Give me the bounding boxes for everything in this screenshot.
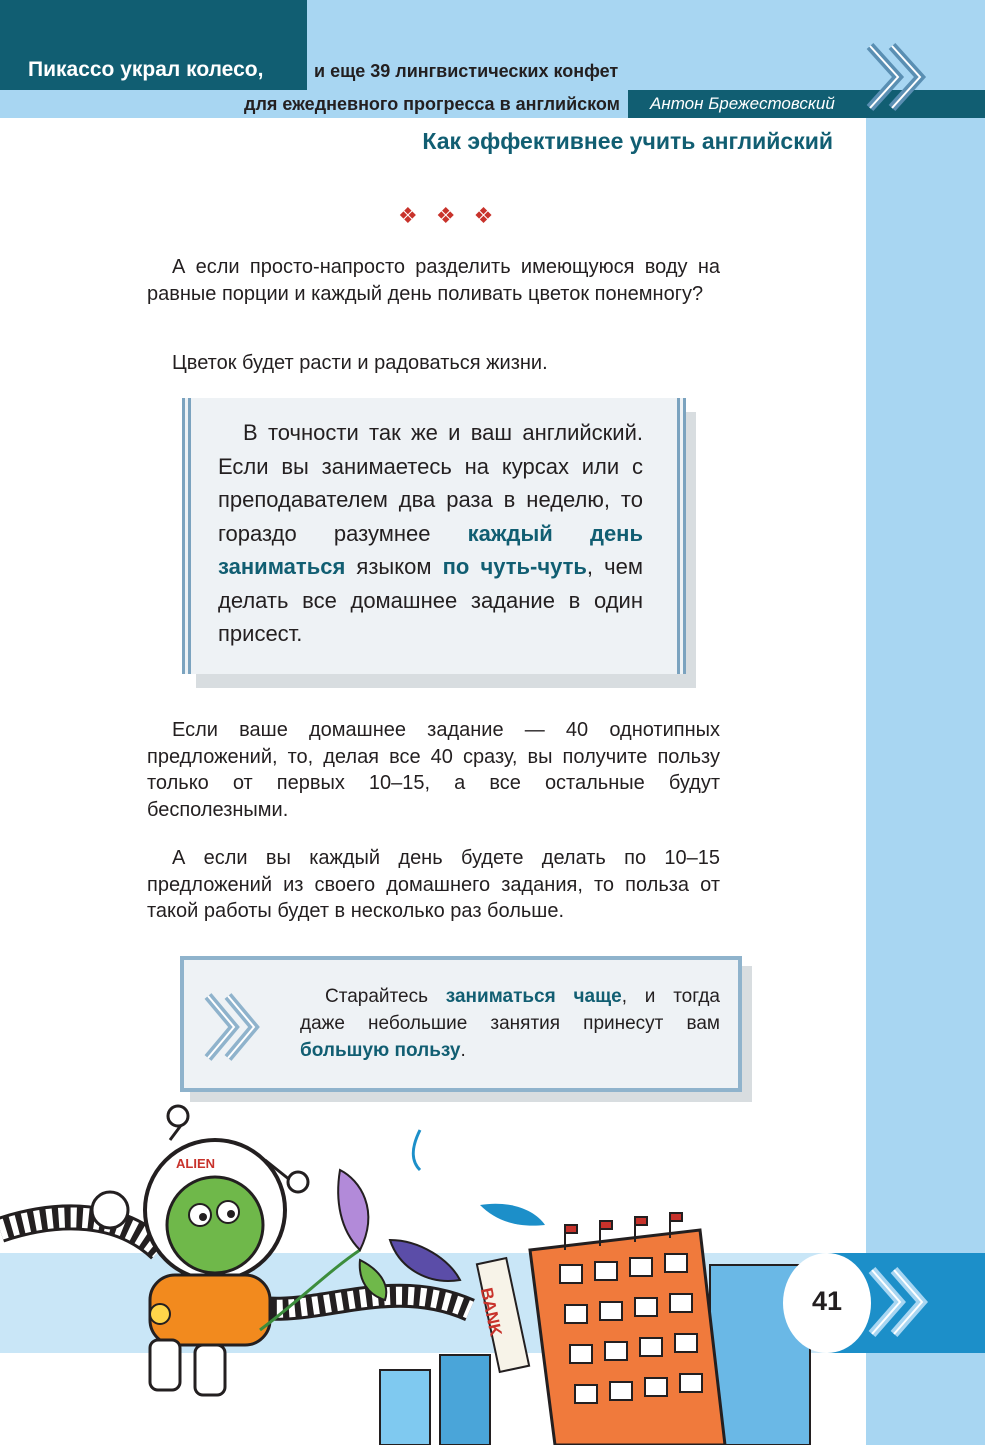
- paragraph-4: А если вы каждый день будете делать по 10–15 предложений из своего домашнего задания, то польза от такой работы будет в несколько раз больше.: [147, 847, 720, 922]
- callout-rule: [188, 398, 191, 674]
- chapter-title: Как эффективнее учить английский: [422, 128, 833, 154]
- callout-2-text-b: , и тогда даже небольшие занятия принесут вам: [300, 986, 720, 1034]
- callout-2-text: [300, 983, 720, 1064]
- alien-bank-illustration: [0, 1100, 830, 1445]
- author-name: Антон Брежестовский: [650, 94, 835, 113]
- book-title-subtitle: и еще 39 лингвистических конфет: [314, 61, 619, 81]
- callout-1-highlight-2: по чуть-чуть: [442, 554, 587, 579]
- callout-2-highlight-1: заниматься чаще: [445, 986, 622, 1007]
- double-chevron-icon: [862, 42, 932, 112]
- double-chevron-icon: [862, 1266, 932, 1338]
- alien-helmet-label: ALIEN: [176, 1156, 215, 1171]
- callout-1-text-b: языком: [345, 554, 443, 579]
- book-title-subtitle-line2: для ежедневного прогресса в английском: [244, 94, 620, 114]
- bank-sign-label: BANK: [476, 1285, 506, 1338]
- callout-2-highlight-2: большую пользу: [300, 1040, 461, 1061]
- section-divider: ❖ ❖ ❖: [398, 203, 500, 228]
- callout-2-text-a: Старайтесь: [325, 986, 446, 1007]
- paragraph-2: Цветок будет расти и радоваться жизни.: [172, 352, 548, 374]
- callout-rule: [683, 398, 686, 674]
- paragraph-1: А если просто-напросто разделить имеющуюся воду на равные порции и каждый день поливать цветок понемногу?: [147, 256, 720, 305]
- double-chevron-icon: [202, 992, 264, 1062]
- callout-1-highlight-1: каждый день заниматься: [218, 520, 643, 579]
- paragraph-3: Если ваше домашнее задание — 40 однотипных предложений, то, делая все 40 сразу, вы получите пользу только от первых 10–15, а все остальные будут бесполезными.: [147, 719, 720, 821]
- callout-1-text-c: , чем делать все домашнее задание в один присест.: [218, 554, 643, 646]
- callout-rule: [677, 398, 680, 674]
- callout-1-text: [218, 416, 643, 651]
- page-number: 41: [811, 1286, 843, 1316]
- callout-2-text-c: .: [460, 1040, 466, 1061]
- callout-rule: [182, 398, 185, 674]
- callout-1-text-a: В точности так же и ваш английский. Если вы занимаетесь на курсах или с преподавателем два раза в неделю, то гораздо разумнее: [218, 420, 643, 546]
- book-title-main: Пикассо украл колесо,: [28, 58, 264, 81]
- side-bar: [866, 118, 985, 1445]
